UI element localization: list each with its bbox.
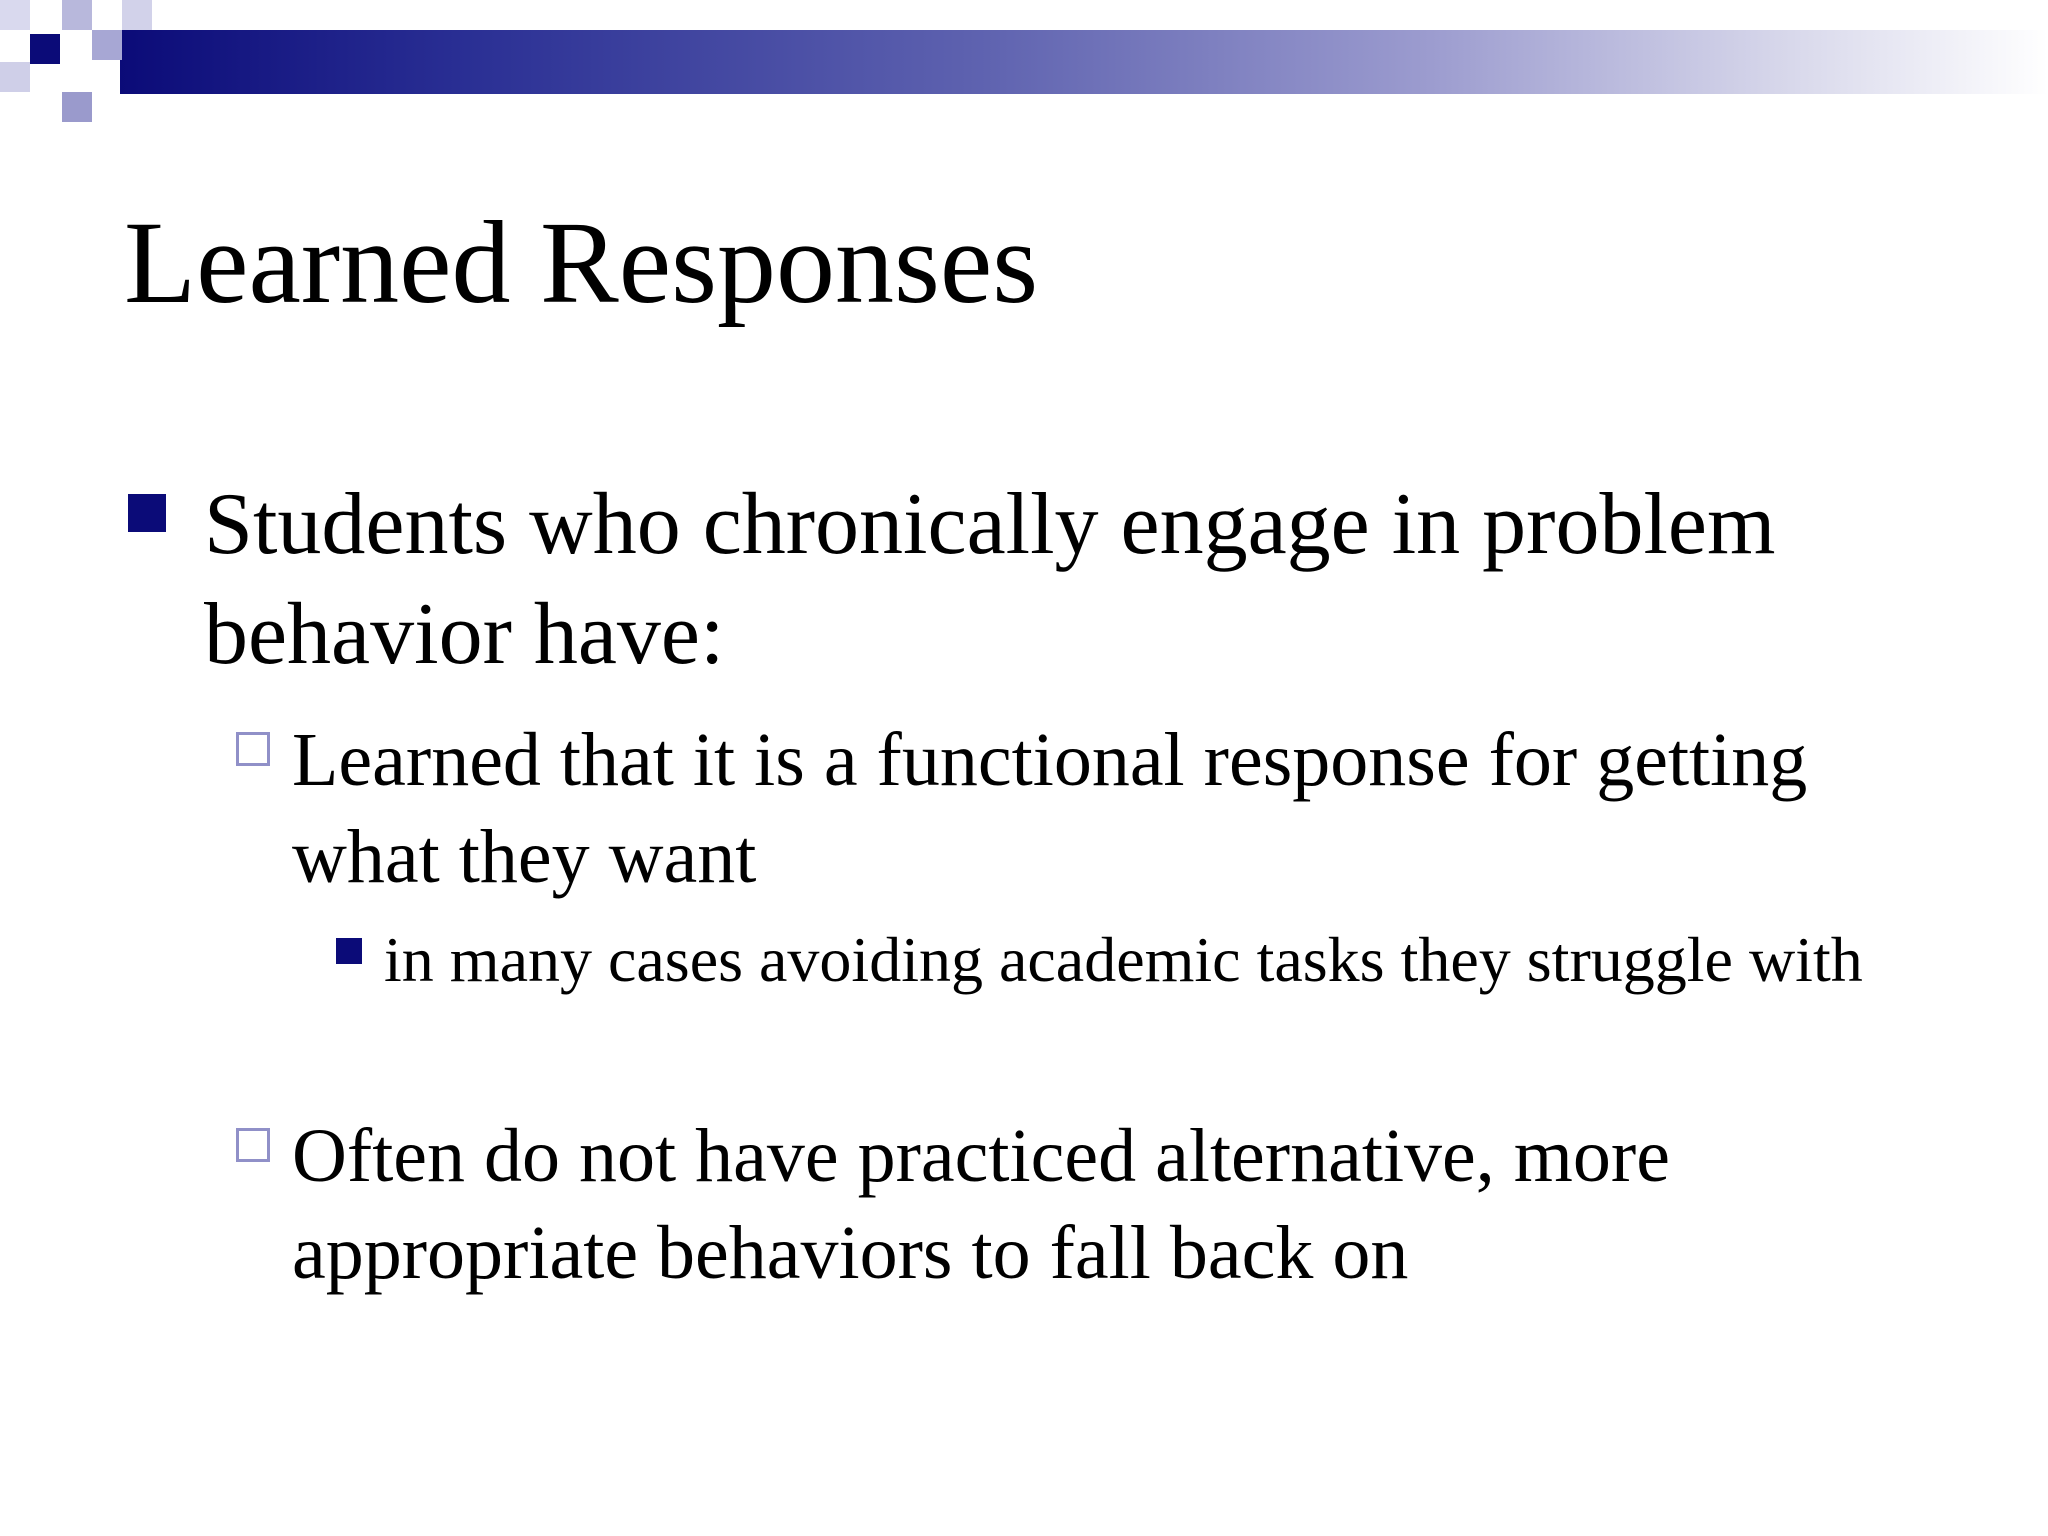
corner-square-icon — [92, 30, 122, 60]
corner-square-icon — [62, 92, 92, 122]
hollow-square-icon — [236, 1128, 270, 1162]
corner-square-icon — [62, 0, 92, 30]
corner-square-icon — [0, 0, 30, 30]
small-filled-square-icon — [336, 938, 362, 964]
bullet-text: Learned that it is a functional response for getting what they want — [292, 718, 1808, 899]
corner-square-icon — [122, 0, 152, 30]
slide-title: Learned Responses — [124, 197, 1039, 328]
filled-square-icon — [128, 494, 166, 532]
bullet-text: Students who chronically engage in problem behavior have: — [204, 476, 1776, 683]
corner-square-icon — [30, 34, 60, 64]
header-gradient-band — [120, 30, 2048, 94]
hollow-square-icon — [236, 732, 270, 766]
bullet-text: in many cases avoiding academic tasks they struggle with — [384, 924, 1863, 995]
bullet-text: Often do not have practiced alternative, more appropriate behaviors to fall back on — [292, 1114, 1670, 1295]
corner-square-icon — [0, 62, 30, 92]
